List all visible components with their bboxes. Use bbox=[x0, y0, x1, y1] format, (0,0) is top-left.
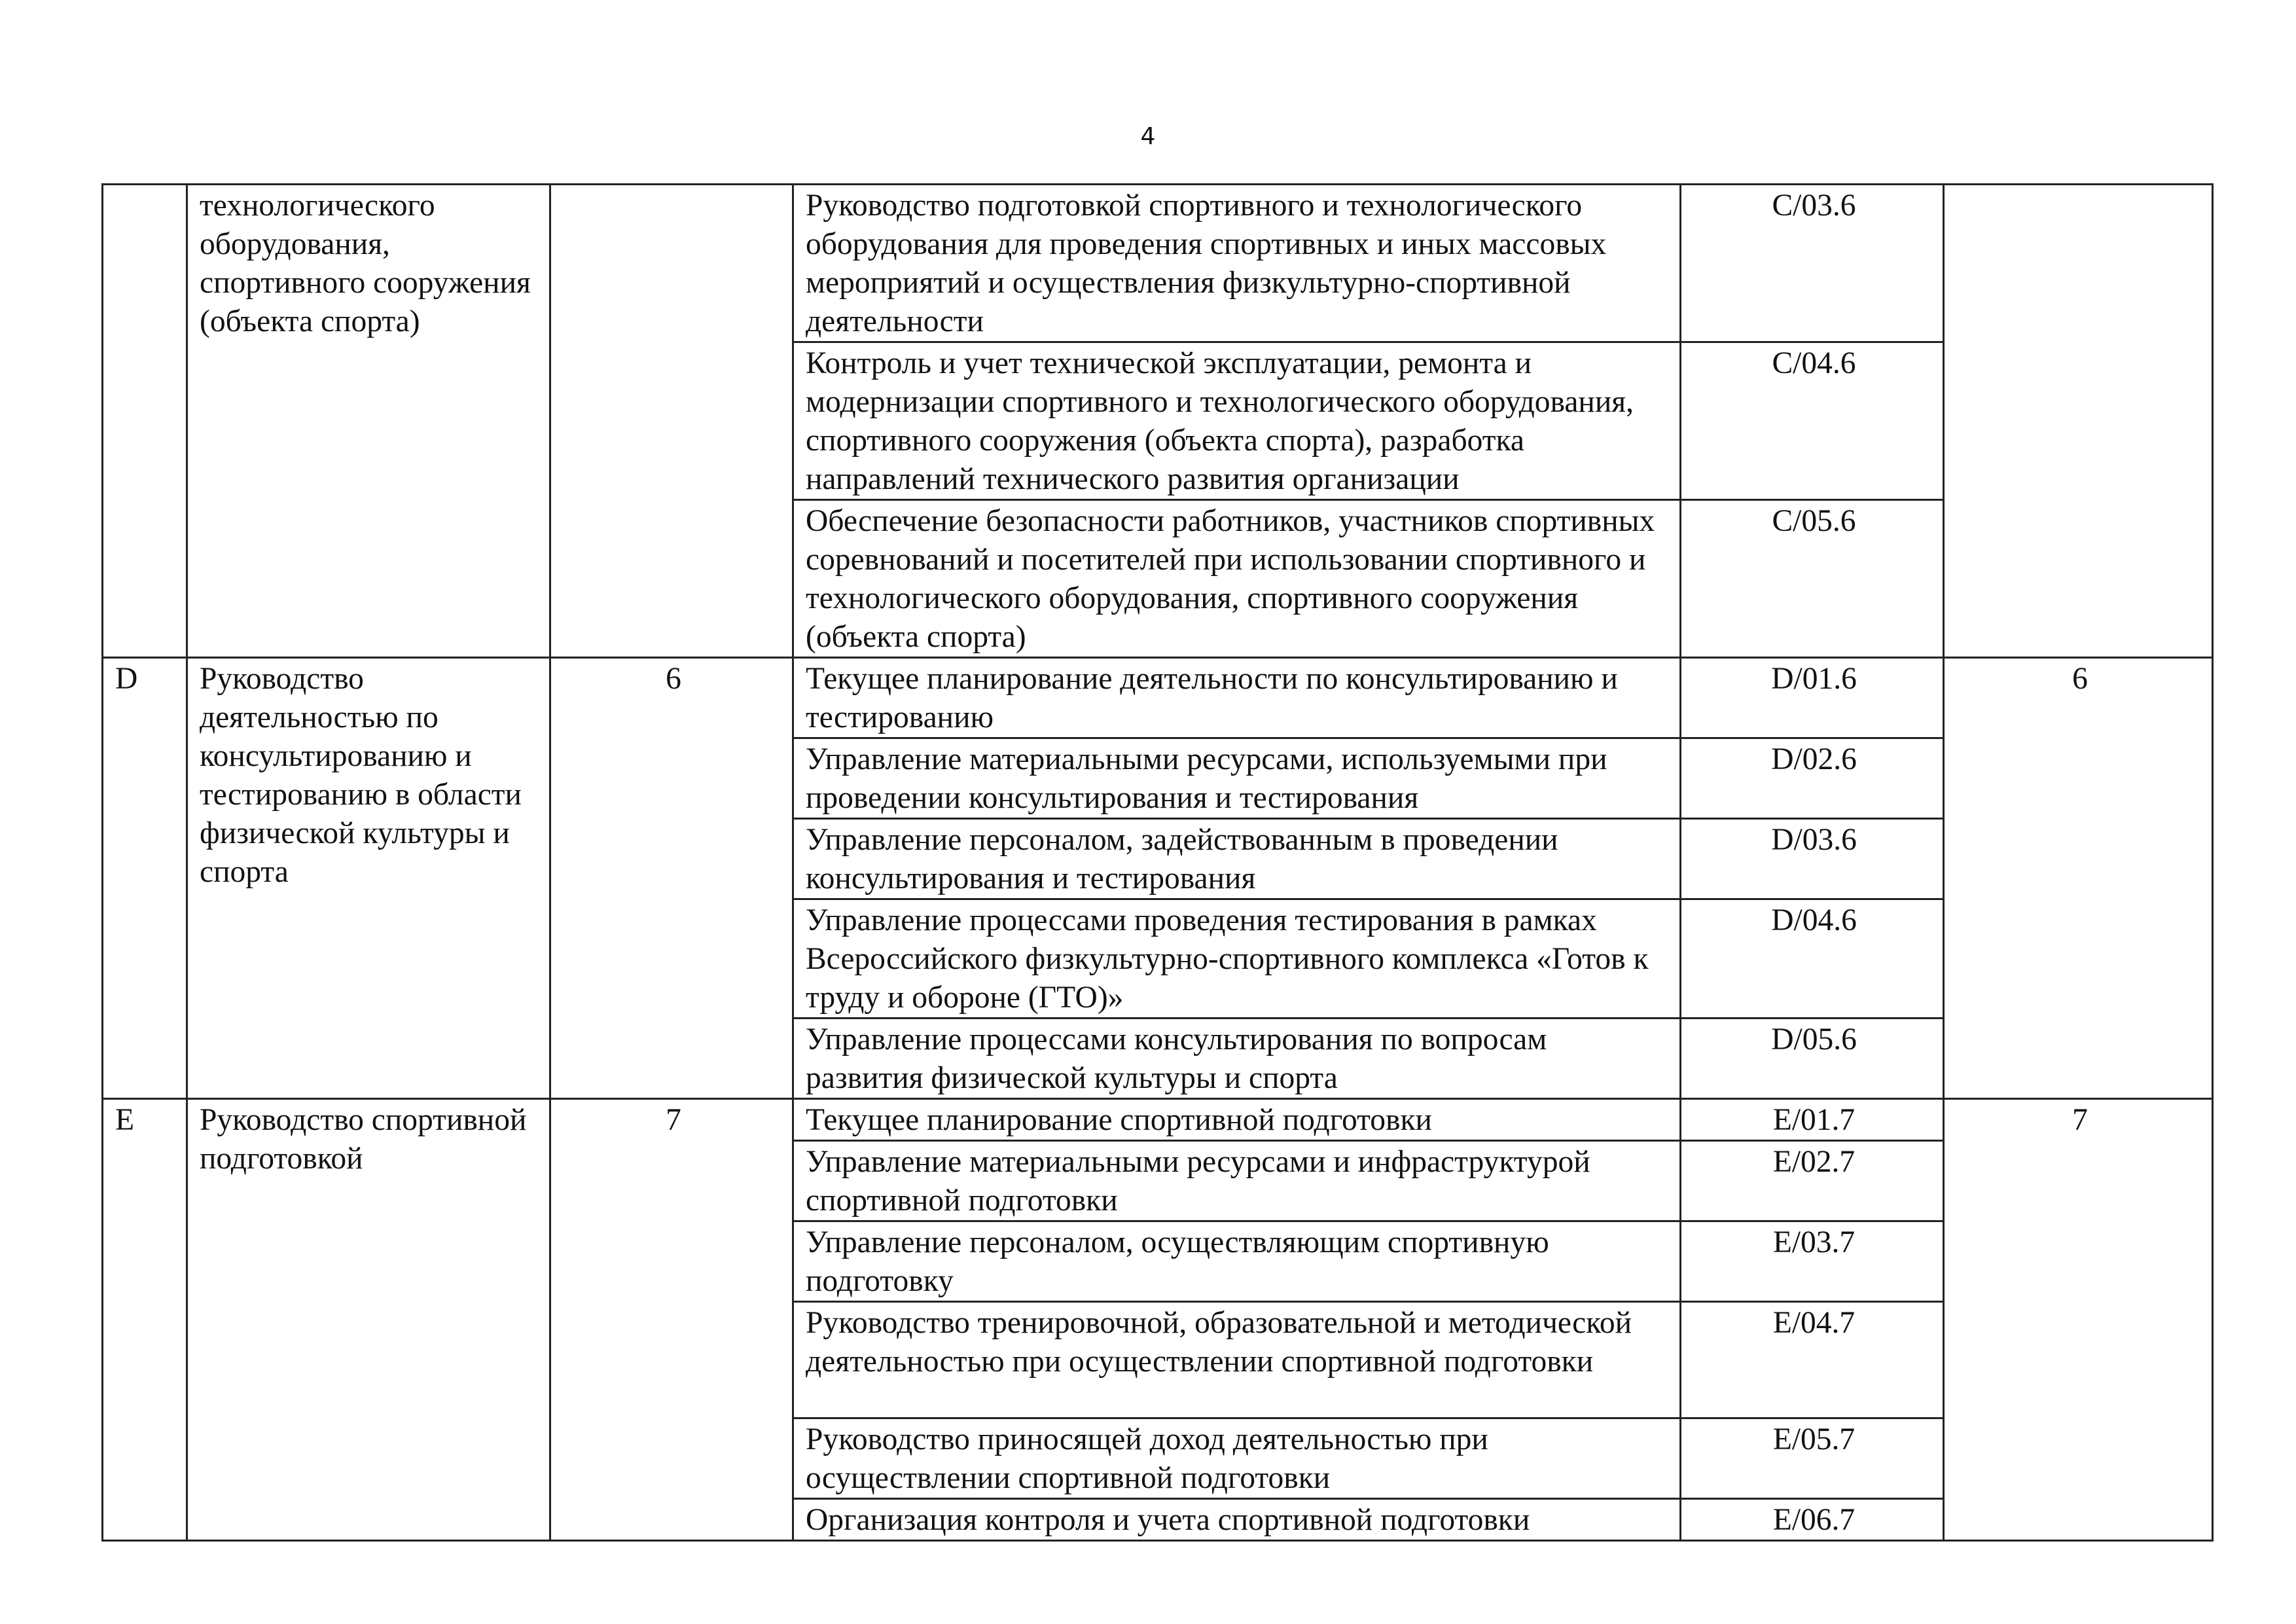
labor-function-code: E/03.7 bbox=[1681, 1221, 1944, 1302]
qualification-level: 6 bbox=[550, 658, 793, 1099]
labor-function-code: E/05.7 bbox=[1681, 1418, 1944, 1499]
qualification-level: 7 bbox=[550, 1099, 793, 1541]
labor-function-code: E/01.7 bbox=[1681, 1099, 1944, 1141]
table-row bbox=[103, 185, 2213, 342]
labor-function-name: Управление персоналом, задействованным в проведении консультирования и тестирования bbox=[793, 819, 1681, 899]
labor-function-name: Руководство тренировочной, образовательной и методической деятельностью при осуществлении спортивной подготовки bbox=[793, 1302, 1681, 1418]
labor-function-name: Управление материальными ресурсами, используемыми при проведении консультирования и тестирования bbox=[793, 738, 1681, 819]
page-number: 4 bbox=[1140, 123, 1156, 150]
labor-function-code: D/03.6 bbox=[1681, 819, 1944, 899]
labor-function-code: D/01.6 bbox=[1681, 658, 1944, 738]
labor-function-code: E/02.7 bbox=[1681, 1141, 1944, 1221]
labor-function-name: Текущее планирование деятельности по консультированию и тестированию bbox=[793, 658, 1681, 738]
labor-function-name: Руководство подготовкой спортивного и технологического оборудования для проведения спортивных и иных массовых мероприятий и осуществления физкультурно-спортивной деятельности bbox=[793, 185, 1681, 342]
sub-level: 7 bbox=[1944, 1099, 2213, 1541]
labor-function-name: Контроль и учет технической эксплуатации, ремонта и модернизации спортивного и технологического оборудования, спортивного сооружения (объекта спорта), разработка направлений технического развития организации bbox=[793, 342, 1681, 500]
generalized-function-name: технологического оборудования, спортивного сооружения (объекта спорта) bbox=[187, 185, 550, 658]
labor-function-name: Управление процессами проведения тестирования в рамках Всероссийского физкультурно-спортивного комплекса «Готов к труду и обороне (ГТО)» bbox=[793, 899, 1681, 1019]
labor-function-name: Организация контроля и учета спортивной подготовки bbox=[793, 1499, 1681, 1541]
qualification-level bbox=[550, 185, 793, 658]
sub-level: 6 bbox=[1944, 658, 2213, 1099]
labor-function-code: C/03.6 bbox=[1681, 185, 1944, 342]
labor-function-code: D/05.6 bbox=[1681, 1019, 1944, 1099]
generalized-function-code bbox=[103, 185, 187, 658]
labor-function-name: Текущее планирование спортивной подготовки bbox=[793, 1099, 1681, 1141]
labor-function-code: C/04.6 bbox=[1681, 342, 1944, 500]
labor-function-name: Управление персоналом, осуществляющим спортивную подготовку bbox=[793, 1221, 1681, 1302]
labor-function-code: E/04.7 bbox=[1681, 1302, 1944, 1418]
labor-function-code: D/02.6 bbox=[1681, 738, 1944, 819]
labor-function-code: E/06.7 bbox=[1681, 1499, 1944, 1541]
labor-function-name: Обеспечение безопасности работников, участников спортивных соревнований и посетителей при использовании спортивного и технологического оборудования, спортивного сооружения (объекта спорта) bbox=[793, 500, 1681, 658]
generalized-function-name: Руководство спортивной подготовкой bbox=[187, 1099, 550, 1541]
sub-level bbox=[1944, 185, 2213, 658]
generalized-function-code: E bbox=[103, 1099, 187, 1541]
labor-function-name: Управление процессами консультирования по вопросам развития физической культуры и спорта bbox=[793, 1019, 1681, 1099]
labor-function-code: C/05.6 bbox=[1681, 500, 1944, 658]
labor-functions-table bbox=[101, 183, 2214, 1542]
generalized-function-code: D bbox=[103, 658, 187, 1099]
labor-function-name: Руководство приносящей доход деятельностью при осуществлении спортивной подготовки bbox=[793, 1418, 1681, 1499]
table-row bbox=[103, 658, 2213, 738]
generalized-function-name: Руководство деятельностью по консультированию и тестированию в области физической культуры и спорта bbox=[187, 658, 550, 1099]
labor-function-code: D/04.6 bbox=[1681, 899, 1944, 1019]
labor-function-name: Управление материальными ресурсами и инфраструктурой спортивной подготовки bbox=[793, 1141, 1681, 1221]
table-row bbox=[103, 1099, 2213, 1141]
